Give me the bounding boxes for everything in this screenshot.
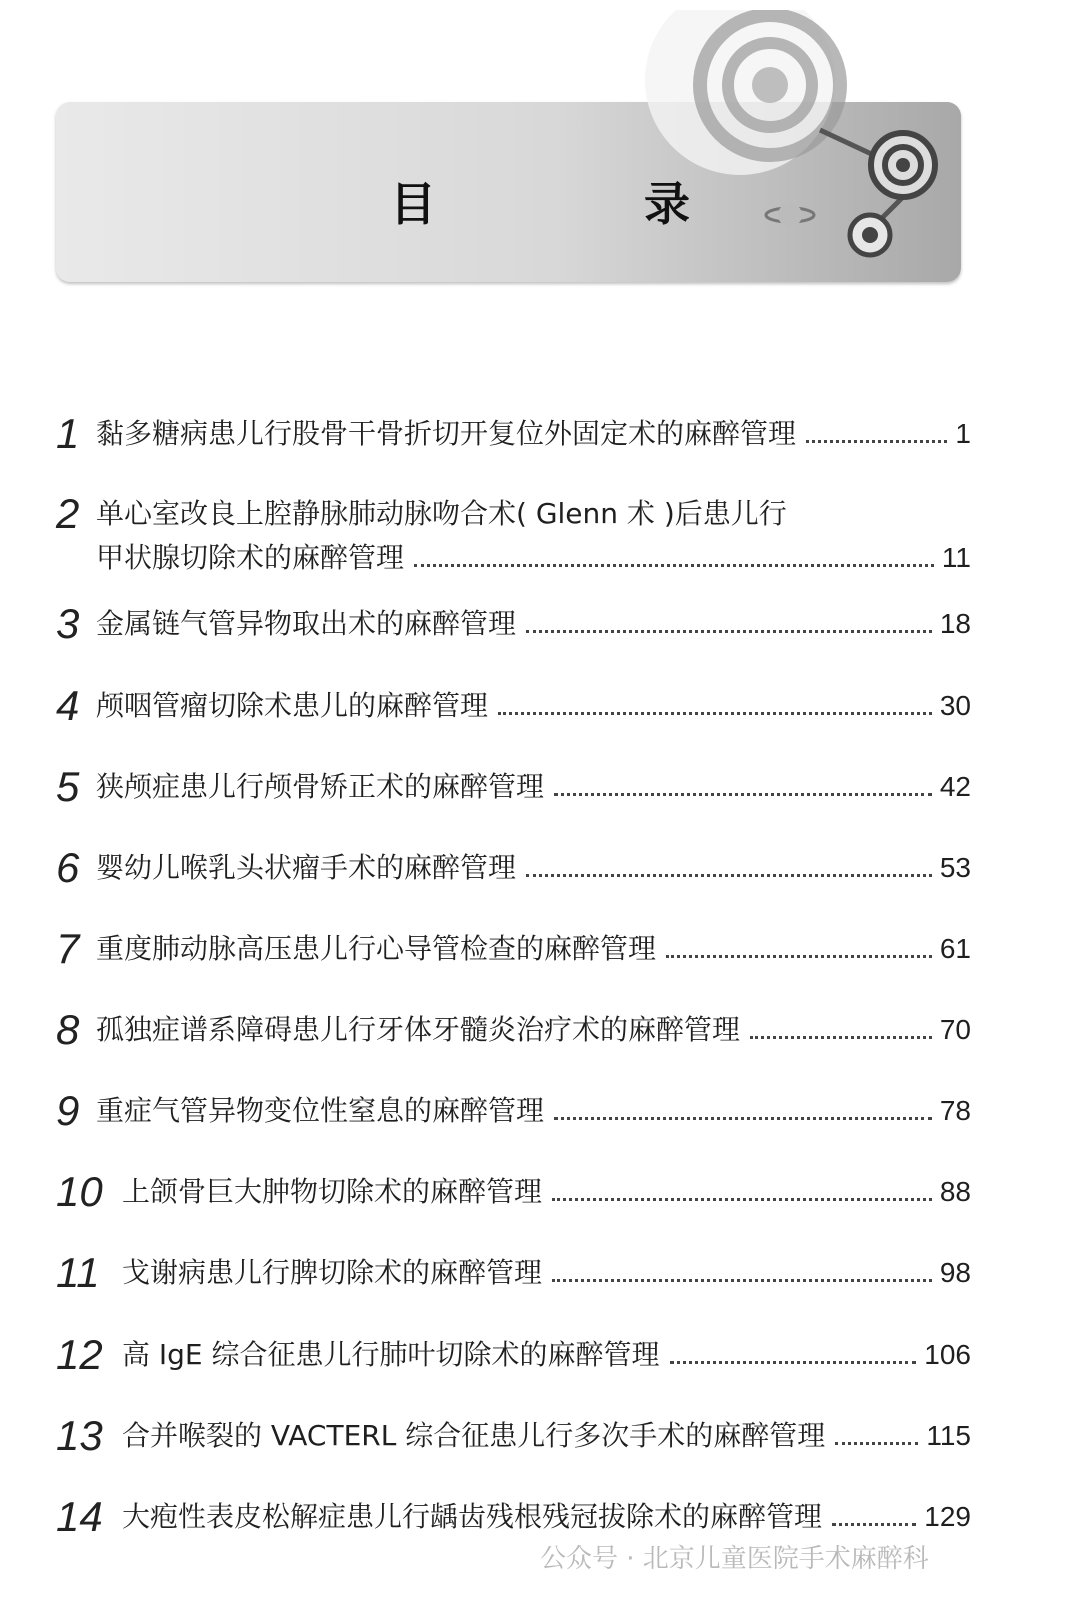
chapter-title: 高 IgE 综合征患儿行肺叶切除术的麻醉管理: [122, 1338, 660, 1371]
chapter-number: 10: [56, 1168, 103, 1215]
leader-dots: [806, 440, 947, 443]
leader-dots: [552, 1279, 932, 1282]
page-number: 61: [939, 933, 971, 964]
chapter-number: 2: [56, 490, 80, 537]
leader-dots: [554, 1117, 932, 1120]
page-number: 11: [941, 542, 971, 573]
leader-dots: [835, 1442, 918, 1445]
leader-dots: [666, 955, 932, 958]
chapter-title: 合并喉裂的 VACTERL 综合征患儿行多次手术的麻醉管理: [122, 1419, 826, 1452]
page-number: 70: [939, 1014, 971, 1045]
chapter-number: 3: [56, 600, 80, 647]
chapter-number: 8: [56, 1006, 80, 1053]
chapter-title: 大疱性表皮松解症患儿行龋齿残根残冠拔除术的麻醉管理: [122, 1500, 823, 1533]
leader-dots: [670, 1361, 917, 1364]
page-number: 42: [939, 771, 971, 802]
leader-dots: [554, 793, 932, 796]
leader-dots: [414, 564, 934, 567]
leader-dots: [526, 874, 932, 877]
page-number: 98: [939, 1257, 971, 1288]
chapter-number: 12: [56, 1331, 103, 1378]
chapter-number: 1: [56, 410, 80, 457]
page-number: 115: [926, 1420, 971, 1451]
chapter-title: 婴幼儿喉乳头状瘤手术的麻醉管理: [96, 851, 517, 884]
leader-dots: [832, 1523, 916, 1526]
page-number: 78: [939, 1095, 971, 1126]
chapter-number: 5: [56, 763, 80, 810]
chapter-title: 上颌骨巨大肿物切除术的麻醉管理: [122, 1175, 543, 1208]
chapter-number: 4: [56, 682, 80, 729]
chapter-number: 14: [56, 1493, 103, 1540]
chapter-title: 重度肺动脉高压患儿行心导管检查的麻醉管理: [96, 932, 657, 965]
page-number: 30: [939, 690, 971, 721]
chapter-title: 金属链气管异物取出术的麻醉管理: [96, 607, 517, 640]
leader-dots: [552, 1198, 932, 1201]
chapter-title: 甲状腺切除术的麻醉管理: [96, 541, 405, 574]
leader-dots: [526, 630, 932, 633]
page-number: 106: [924, 1339, 971, 1370]
watermark-text: 公众号 · 北京儿童医院手术麻醉科: [540, 1544, 929, 1574]
chapter-number: 9: [56, 1087, 80, 1134]
chapter-title: 颅咽管瘤切除术患儿的麻醉管理: [96, 689, 489, 722]
page-number: 18: [939, 608, 971, 639]
page-number: 53: [939, 852, 971, 883]
chapter-title: 狭颅症患儿行颅骨矫正术的麻醉管理: [96, 770, 545, 803]
chapter-title: 重症气管异物变位性窒息的麻醉管理: [96, 1094, 545, 1127]
chapter-title: 戈谢病患儿行脾切除术的麻醉管理: [122, 1256, 543, 1289]
page-title: 目 录: [389, 177, 786, 231]
leader-dots: [750, 1036, 932, 1039]
page-number: 129: [924, 1501, 971, 1532]
chapter-title: 单心室改良上腔静脉肺动脉吻合术( Glenn 术 )后患儿行: [96, 497, 787, 530]
chapter-number: 7: [56, 925, 80, 972]
chapter-title: 黏多糖病患儿行股骨干骨折切开复位外固定术的麻醉管理: [96, 417, 797, 450]
chapter-number: 6: [56, 844, 80, 891]
page-number: 1: [955, 418, 971, 449]
chapter-number: 11: [56, 1249, 100, 1296]
chapter-title: 孤独症谱系障碍患儿行牙体牙髓炎治疗术的麻醉管理: [96, 1013, 741, 1046]
page-number: 88: [939, 1176, 971, 1207]
decorative-circles-graphic: [620, 10, 950, 280]
leader-dots: [498, 712, 932, 715]
chapter-number: 13: [56, 1412, 103, 1459]
